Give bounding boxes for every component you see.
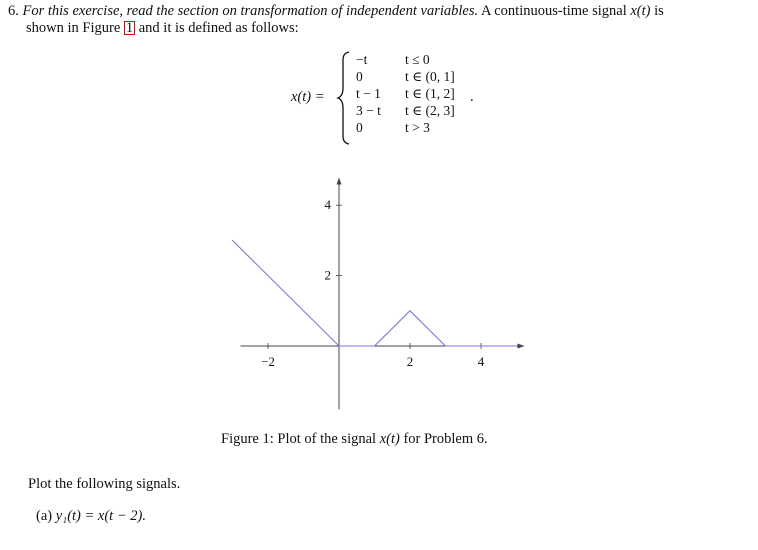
signal-vertex bbox=[374, 345, 375, 346]
case-cond-1: t ≤ 0 bbox=[405, 52, 430, 67]
caption-prefix: Figure 1: Plot of the signal bbox=[221, 431, 377, 447]
signal-vertex bbox=[409, 310, 410, 311]
definition-lhs: x(t) = bbox=[291, 89, 325, 105]
definition-dot: . bbox=[470, 89, 474, 105]
signal-vertex bbox=[516, 345, 517, 346]
problem-intro-plain-a: A continuous-time signal bbox=[480, 3, 627, 19]
tasks-intro: Plot the following signals. bbox=[28, 476, 181, 492]
caption-symbol: x(t) bbox=[379, 431, 400, 447]
signal-vertex bbox=[338, 345, 339, 346]
problem-intro-plain-b: is bbox=[654, 3, 664, 19]
figure-caption bbox=[221, 431, 488, 448]
case-cond-2: t ∈ (0, 1] bbox=[405, 69, 455, 84]
case-expr-1: −t bbox=[356, 52, 368, 67]
case-cond-5: t > 3 bbox=[405, 120, 430, 135]
case-cond-3: t ∈ (1, 2] bbox=[405, 86, 455, 101]
signal-line bbox=[233, 240, 517, 346]
task-label: (a) bbox=[36, 508, 53, 524]
signal-vertex bbox=[232, 240, 233, 241]
signal-symbol: x(t) bbox=[630, 3, 651, 19]
x-tick-label: 2 bbox=[406, 354, 414, 369]
x-tick-label: 4 bbox=[477, 354, 485, 369]
figure-reference-link[interactable]: 1 bbox=[125, 20, 134, 36]
case-expr-2: 0 bbox=[356, 69, 363, 84]
caption-suffix: for Problem 6. bbox=[403, 431, 488, 447]
y-tick-label: 2 bbox=[324, 267, 331, 283]
case-expr-5: 0 bbox=[356, 120, 363, 135]
task-expression: y₁(t) = x(t − 2). bbox=[55, 508, 146, 524]
problem-number: 6. bbox=[8, 3, 19, 19]
signal-vertex bbox=[445, 345, 446, 346]
x-axis-arrow bbox=[518, 344, 525, 349]
y-tick-label: 4 bbox=[324, 197, 331, 213]
y-axis-arrow bbox=[337, 178, 342, 185]
case-expr-4: 3 − t bbox=[356, 103, 381, 118]
case-cond-4: t ∈ (2, 3] bbox=[405, 103, 455, 118]
task-item-a bbox=[36, 508, 146, 525]
x-tick-label: −2 bbox=[261, 354, 275, 369]
problem-intro-italic: For this exercise, read the section on transformation of independent variables. bbox=[22, 3, 479, 19]
case-expr-3: t − 1 bbox=[356, 86, 381, 101]
problem-line-2b: and it is defined as follows: bbox=[138, 20, 299, 36]
problem-line-2a: shown in Figure bbox=[26, 20, 121, 36]
